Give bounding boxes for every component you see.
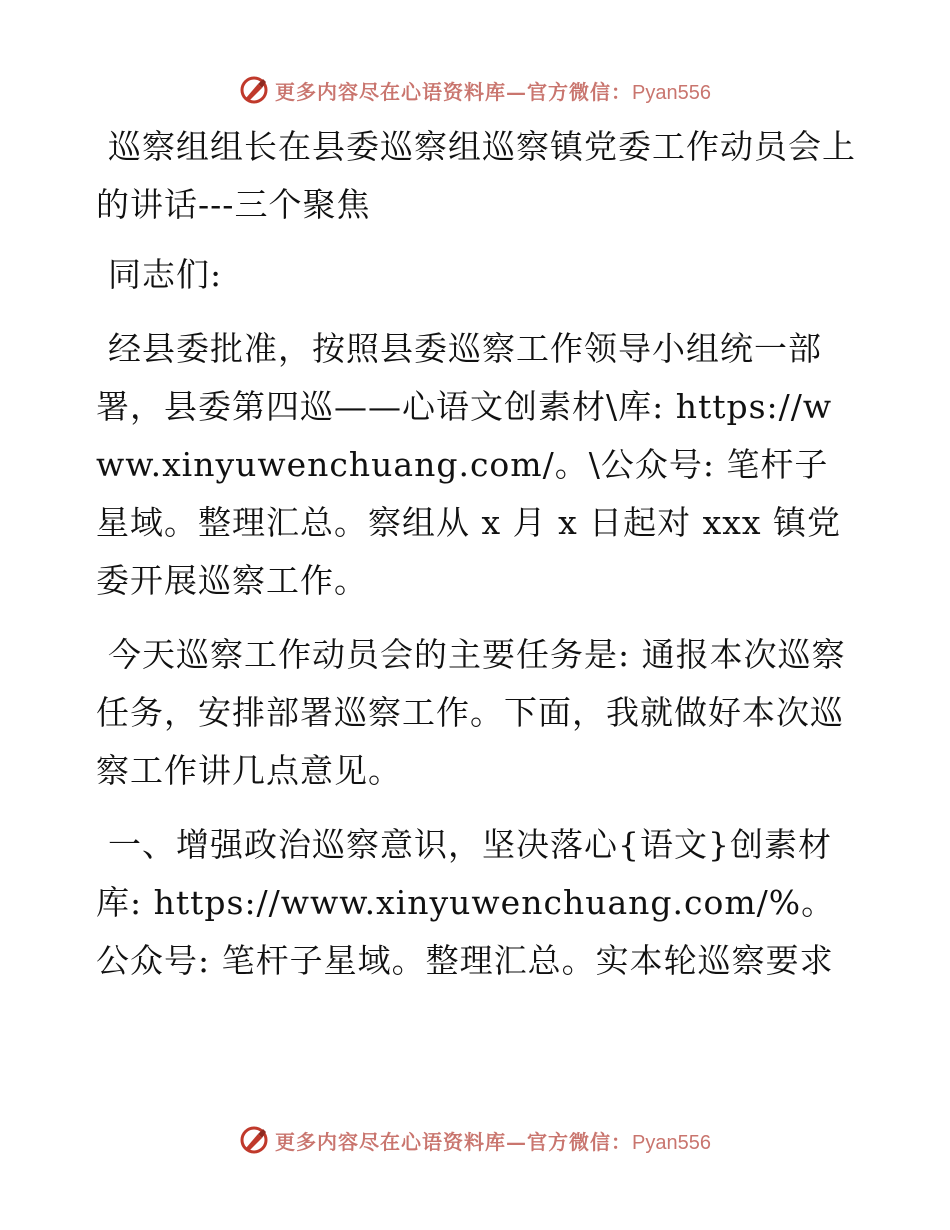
banner-text: 更多内容尽在心语资料库—官方微信：Pyan556 (275, 1129, 711, 1154)
pen-nib-logo-icon (239, 1125, 269, 1155)
greeting: 同志们: (108, 255, 223, 294)
wechat-id: Pyan556 (632, 81, 711, 104)
footer-banner (0, 1120, 950, 1160)
pen-nib-logo-icon (239, 75, 269, 105)
banner-text: 更多内容尽在心语资料库—官方微信：Pyan556 (275, 79, 711, 104)
document-title: 巡察组组长在县委巡察组巡察镇党委工作动员会上的讲话---三个聚焦 (96, 127, 856, 224)
header-banner (0, 70, 950, 110)
wechat-id: Pyan556 (632, 1131, 711, 1154)
paragraph: 今天巡察工作动员会的主要任务是: 通报本次巡察任务，安排部署巡察工作。下面，我就做好本次巡察工作讲几点意见。 (96, 635, 846, 790)
document-body (96, 118, 856, 1006)
paragraph: 经县委批准，按照县委巡察工作领导小组统一部署，县委第四巡——心语文创素材\库: https://www.xinyuwenchuang.com/。\公众号: 笔杆子星域。整理汇总。察组从 x 月 x 日起对 xxx 镇党委开展巡察工作。 (96, 329, 841, 600)
paragraph: 一、增强政治巡察意识，坚决落心{语文}创素材库: https://www.xinyuwenchuang.com/%。公众号: 笔杆子星域。整理汇总。实本轮巡察要求 (96, 825, 836, 980)
